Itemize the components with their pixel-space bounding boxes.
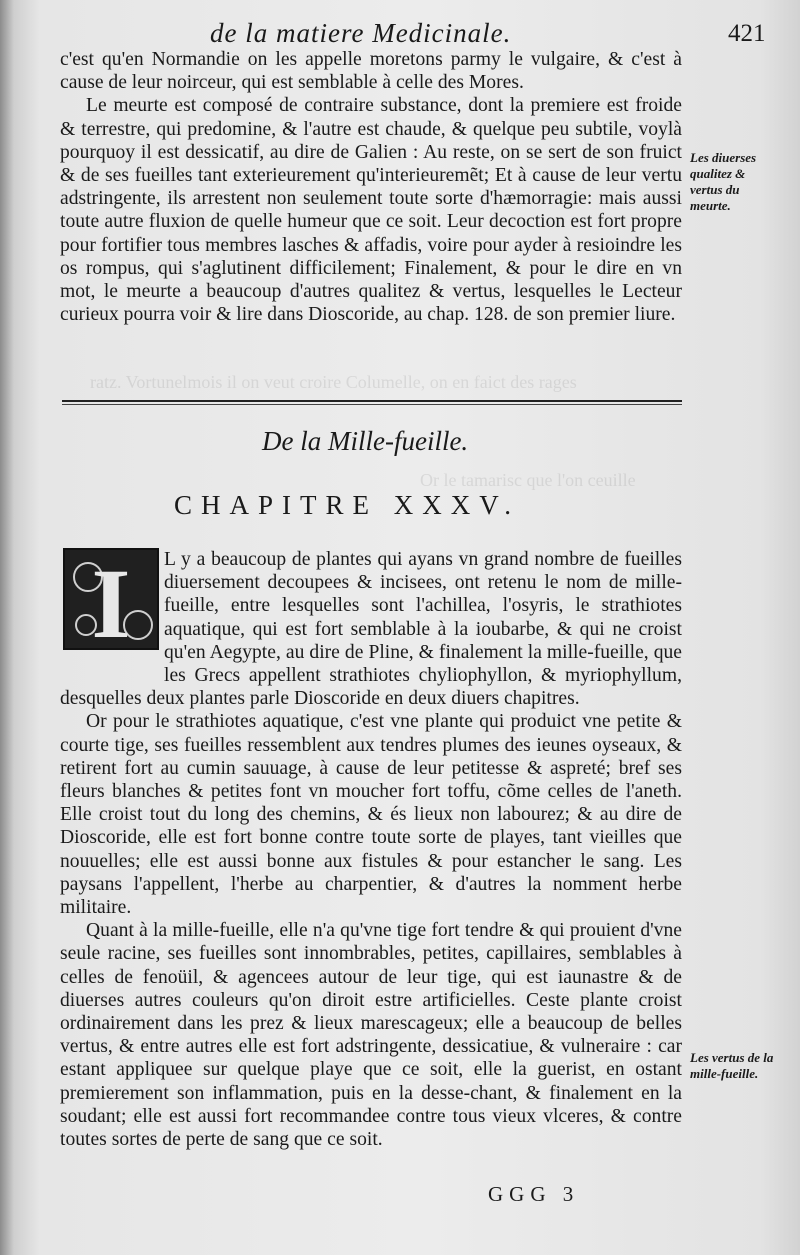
margin-note-mille-fueille: Les vertus de la mille-fueille. bbox=[690, 1050, 774, 1081]
signature-mark: GGG 3 bbox=[488, 1182, 580, 1206]
margin-note-meurte: Les diuerses qualitez & vertus du meurte. bbox=[690, 150, 757, 213]
top-text-block bbox=[60, 48, 682, 326]
section-rule-thin bbox=[62, 404, 682, 405]
drop-cap-letter: I bbox=[91, 548, 131, 659]
bleed-through-text: ratz. Vortunelmois il on veut croire Columelle, on en faict des rages bbox=[90, 372, 577, 392]
section-rule bbox=[62, 400, 682, 402]
running-head bbox=[0, 18, 800, 52]
paragraph-moretons: c'est qu'en Normandie on les appelle moretons parmy le vulgaire, & c'est à cause de leur noirceur, qui est semblable à celle des Mores. bbox=[60, 49, 682, 94]
section-title: De la Mille-fueille. bbox=[262, 426, 469, 456]
paragraph-strathiotes: Or pour le strathiotes aquatique, c'est vne plante qui produict vne petite & courte tige, ses fueilles ressemblent aux tendres plumes des ieunes oyseaux, & retirent fort au cumin sauuage, à cause de leur petitesse & aspreté; bref ses fleurs blanches & petites font vn moucher fort toffu, cõme celles de l'aneth. Elle croist tout du long des chemins, & és lieux non labourez; & au dire de Dioscoride, elle est fort bonne contre toute sorte de playes, tant vieilles que nouuelles; elle est aussi bonne aux fistules & pour estancher le sang. Les paysans l'appellent, l'herbe au charpentier, & d'autres la nomment herbe militaire. bbox=[60, 711, 682, 919]
paragraph-mille-fueille-intro: L y a beaucoup de plantes qui ayans vn grand nombre de fueilles diuersement decoupees & incisees, ont retenu le nom de mille-fueille, entre lesquelles sont l'achillea, l'osyris, le strathiotes aquatique, qui est fort semblable à la ioubarbe, & qui ne croist qu'en Aegypte, au dire de Pline, & finalement la mille-fueille, que les Grecs appellent strathiotes chyliophyllon, & myriophyllum, desquelles deux plantes parle Dioscoride en deux diuers chapitres. bbox=[60, 549, 682, 710]
bleed-through-text: Or le tamarisc que l'on ceuille bbox=[420, 470, 636, 490]
running-head-title: de la matiere Medicinale. bbox=[210, 18, 512, 48]
paragraph-mille-fueille-vertus: Quant à la mille-fueille, elle n'a qu'vne tige fort tendre & qui prouient d'vne seule racine, ses fueilles sont innombrables, petites, capillaires, semblables à celles de fenoüil, & agencees autour de leur tige, qui est iaunastre & de diuerses autres couleurs qu'on diroit estre artificielles. Ceste plante croist ordinairement dans les prez & lieux marescageux; elle a beaucoup de belles vertus, & entre autres elle est fort adstringente, dessicatiue, & vulneraire : car estant appliquee sur quelque playe que ce soit, elle la guerist, en ostant premierement son inflammation, puis en la desse-chant, & finalement en la soudant; elle est aussi fort recommandee contre tous vieux vlceres, & contre toutes sortes de perte de sang que ce soit. bbox=[60, 920, 682, 1151]
page-number: 421 bbox=[728, 20, 766, 47]
paragraph-meurte: Le meurte est composé de contraire substance, dont la premiere est froide & terrestre, qui predomine, & l'autre est chaude, & quelque peu subtile, voylà pourquoy il est dessicatif, au dire de Galien : Au reste, on se sert de son fruict & de ses fueilles tant exterieurement qu'interieuremẽt; Et à cause de leur vertu adstringente, ils arrestent non seulement toute sorte d'hæmorragie: mais aussi toute autre fluxion de quelle humeur que ce soit. Leur decoction est fort propre pour fortifier tous membres lasches & affadis, voire pour ayder à resioindre les os rompus, qui s'aglutinent difficilement; Finalement, & pour le dire en vn mot, le meurte a beaucoup d'autres qualitez & vertus, lesquelles le Lecteur curieux pourra voir & lire dans Dioscoride, au chap. 128. de son premier liure. bbox=[60, 95, 682, 326]
decorated-initial bbox=[63, 548, 159, 659]
chapter-title: CHAPITRE XXXV. bbox=[174, 490, 521, 520]
